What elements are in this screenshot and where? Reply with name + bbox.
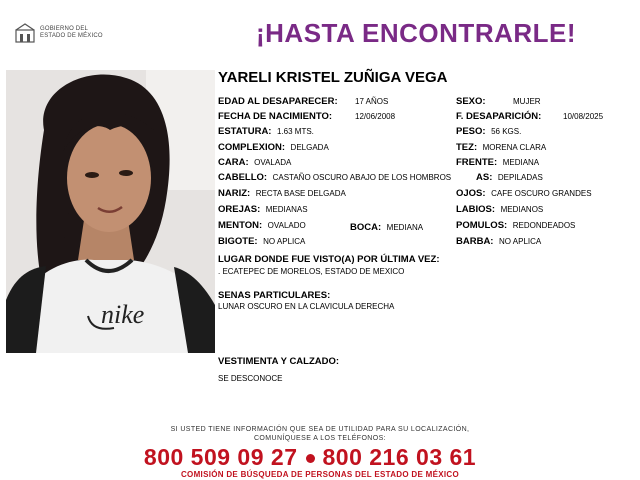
field-peso xyxy=(456,126,521,137)
field-cara xyxy=(218,157,291,168)
field-estatura xyxy=(218,126,314,137)
barba-value: NO APLICA xyxy=(498,237,542,246)
tez-label: TEZ: xyxy=(456,142,478,153)
estatura-label: ESTATURA: xyxy=(218,126,272,137)
field-desaparicion xyxy=(456,111,604,122)
footer-info-line1: SI USTED TIENE INFORMACIÓN QUE SEA DE UTILIDAD PARA SU LOCALIZACIÓN, xyxy=(170,426,470,433)
bullet-dot-icon xyxy=(306,454,315,463)
peso-label: PESO: xyxy=(456,126,486,137)
logo-line1: GOBIERNO DEL xyxy=(40,26,89,32)
complexion-label: COMPLEXION: xyxy=(218,142,286,153)
labios-value: MEDIANOS xyxy=(500,205,544,214)
field-bigote xyxy=(218,236,305,247)
field-cejas xyxy=(476,172,543,183)
gobierno-logo xyxy=(14,22,124,46)
desaparicion-value: 10/08/2025 xyxy=(563,112,604,121)
phone-2[interactable]: 800 216 03 61 xyxy=(322,444,477,470)
logo-text xyxy=(40,26,103,40)
boca-label: BOCA: xyxy=(350,222,382,233)
field-barba xyxy=(456,236,541,247)
missing-person-photo xyxy=(6,70,215,353)
field-sexo xyxy=(456,96,541,107)
field-tez xyxy=(456,142,546,153)
vestimenta-value: SE DESCONOCE xyxy=(218,374,283,383)
nacimiento-label: FECHA DE NACIMIENTO: xyxy=(218,111,332,122)
field-cabello xyxy=(218,172,451,183)
cabello-value: CASTAÑO OSCURO ABAJO DE LOS HOMBROS xyxy=(272,173,452,182)
footer-info xyxy=(0,425,640,443)
field-menton xyxy=(218,220,306,231)
phone-1[interactable]: 800 509 09 27 xyxy=(143,444,298,470)
nariz-value: RECTA BASE DELGADA xyxy=(255,189,346,198)
field-edad xyxy=(218,96,389,107)
field-ojos xyxy=(456,188,592,199)
logo-line2: ESTADO DE MÉXICO xyxy=(40,33,103,39)
desaparicion-label: F. DESAPARICIÓN: xyxy=(456,111,542,122)
photo-illustration xyxy=(6,70,215,353)
edad-value: 17 AÑOS xyxy=(355,97,389,106)
commission-name: COMISIÓN DE BÚSQUEDA DE PERSONAS DEL ESTADO DE MÉXICO xyxy=(180,470,459,479)
field-complexion xyxy=(218,142,329,153)
frente-label: FRENTE: xyxy=(456,157,498,168)
lugar-label: LUGAR DONDE FUE VISTO(A) POR ÚLTIMA VEZ: xyxy=(218,254,440,265)
estado-de-mexico-seal-icon xyxy=(14,22,36,44)
pomulos-value: REDONDEADOS xyxy=(512,221,576,230)
nariz-label: NARIZ: xyxy=(218,188,251,199)
estatura-value: 1.63 MTS. xyxy=(277,127,314,136)
complexion-value: DELGADA xyxy=(290,143,329,152)
senas-value: LUNAR OSCURO EN LA CLAVICULA DERECHA xyxy=(218,302,395,311)
cara-label: CARA: xyxy=(218,157,249,168)
menton-label: MENTON: xyxy=(218,220,263,231)
ojos-label: OJOS: xyxy=(456,188,486,199)
cejas-label: AS: xyxy=(476,172,493,183)
field-frente xyxy=(456,157,539,168)
field-pomulos xyxy=(456,220,575,231)
tez-value: MORENA CLARA xyxy=(482,143,547,152)
headline: ¡HASTA ENCONTRARLE! xyxy=(256,18,577,48)
phone-numbers xyxy=(0,444,620,471)
field-labios xyxy=(456,204,543,215)
boca-value: MEDIANA xyxy=(386,223,424,232)
footer-info-line2: COMUNÍQUESE A LOS TELÉFONOS: xyxy=(253,435,387,442)
sexo-value: MUJER xyxy=(513,97,541,106)
field-nacimiento xyxy=(218,111,396,122)
field-boca xyxy=(350,222,423,233)
frente-value: MEDIANA xyxy=(502,158,540,167)
bigote-label: BIGOTE: xyxy=(218,236,258,247)
orejas-value: MEDIANAS xyxy=(265,205,308,214)
cara-value: OVALADA xyxy=(254,158,292,167)
bigote-value: NO APLICA xyxy=(263,237,306,246)
person-name: YARELI KRISTEL ZUÑIGA VEGA xyxy=(218,69,448,86)
field-nariz xyxy=(218,188,346,199)
nike-logo-text: nike xyxy=(101,300,145,329)
ojos-value: CAFE OSCURO GRANDES xyxy=(491,189,592,198)
pomulos-label: POMULOS: xyxy=(456,220,508,231)
barba-label: BARBA: xyxy=(456,236,494,247)
sexo-label: SEXO: xyxy=(456,96,486,107)
peso-value: 56 KGS. xyxy=(491,127,522,136)
orejas-label: OREJAS: xyxy=(218,204,261,215)
field-orejas xyxy=(218,204,308,215)
labios-label: LABIOS: xyxy=(456,204,496,215)
lugar-value: . ECATEPEC DE MORELOS, ESTADO DE MEXICO xyxy=(218,267,405,276)
nacimiento-value: 12/06/2008 xyxy=(355,112,396,121)
menton-value: OVALADO xyxy=(267,221,306,230)
edad-label: EDAD AL DESAPARECER: xyxy=(218,96,338,107)
vestimenta-label: VESTIMENTA Y CALZADO: xyxy=(218,356,340,367)
cabello-label: CABELLO: xyxy=(218,172,268,183)
senas-label: SENAS PARTICULARES: xyxy=(218,290,331,301)
cejas-value: DEPILADAS xyxy=(497,173,543,182)
